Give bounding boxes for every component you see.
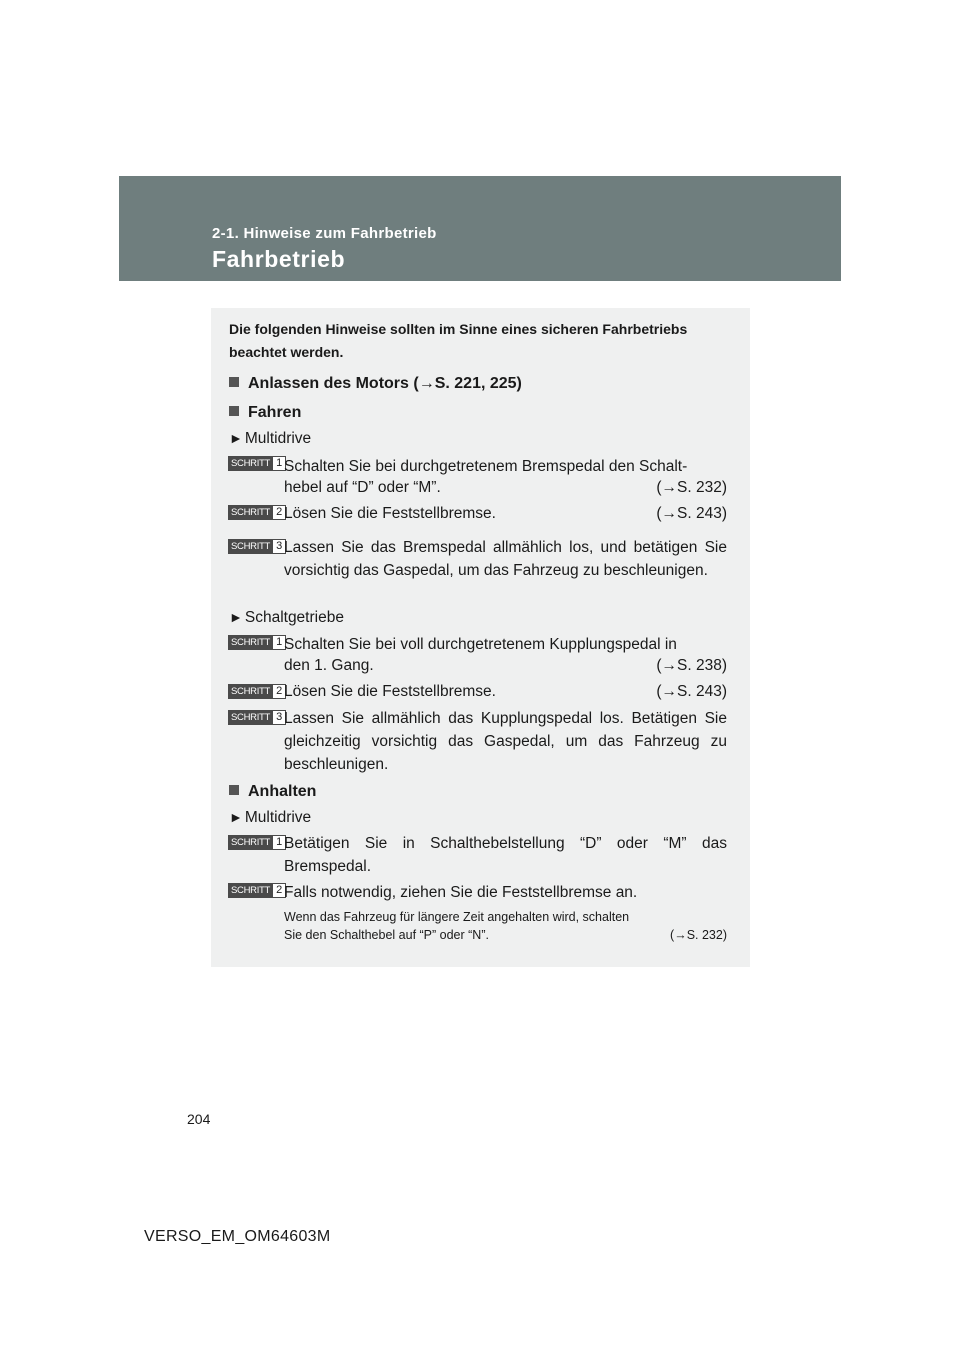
page-number: 204 xyxy=(187,1111,211,1127)
square-bullet-icon xyxy=(229,785,239,795)
step-row: Lösen Sie die Feststellbremse. (→S. 243) xyxy=(284,683,727,700)
note-text: Wenn das Fahrzeug für längere Zeit angehalten wird, schalten xyxy=(284,910,630,924)
step-row: den 1. Gang. (→S. 238) xyxy=(284,657,727,674)
page-reference: (→S. 232) xyxy=(656,479,727,496)
step-badge: SCHRITT 1 xyxy=(228,456,286,471)
heading-stopping: Anhalten xyxy=(229,783,316,801)
chapter-header xyxy=(119,176,841,281)
step-row: hebel auf “D” oder “M”. (→S. 232) xyxy=(284,479,727,496)
sub-multidrive: ► Multidrive xyxy=(229,430,312,447)
step-badge: SCHRITT 3 xyxy=(228,539,286,554)
step-badge: SCHRITT 2 xyxy=(228,505,286,520)
step-badge: SCHRITT 1 xyxy=(228,635,286,650)
step-text: Lassen Sie das Bremspedal allmählich los, und betätigen Sie vorsichtig das Gaspedal, um das Fahrzeug zu beschleunigen. xyxy=(284,539,727,579)
square-bullet-icon xyxy=(229,377,239,387)
step-text: Schalten Sie bei durchgetretenem Bremspedal den Schalt- xyxy=(284,458,688,475)
triangle-bullet-icon: ► xyxy=(229,609,243,625)
intro-text: Die folgenden Hinweise sollten im Sinne eines sicheren Fahrbetriebs beachtet werden. xyxy=(229,321,688,360)
sub-manual: ► Schaltgetriebe xyxy=(229,609,344,626)
heading-start-engine: Anlassen des Motors (→S. 221, 225) xyxy=(229,375,522,393)
step-text: Falls notwendig, ziehen Sie die Feststellbremse an. xyxy=(284,884,638,901)
heading-driving: Fahren xyxy=(229,404,301,422)
page-reference: (→S. 238) xyxy=(656,657,727,674)
page-reference: (→S. 243) xyxy=(656,505,727,522)
step-text: Betätigen Sie in Schalthebelstellung “D” oder “M” das Bremspedal. xyxy=(284,835,727,875)
page-reference: (→S. 232) xyxy=(670,928,727,942)
triangle-bullet-icon: ► xyxy=(229,809,243,825)
content-box xyxy=(211,308,750,967)
page-title: Fahrbetrieb xyxy=(212,246,346,272)
step-text: Schalten Sie bei voll durchgetretenem Kupplungspedal in xyxy=(284,636,677,653)
step-badge: SCHRITT 2 xyxy=(228,883,286,898)
sub-multidrive: ► Multidrive xyxy=(229,809,312,826)
section-label: 2-1. Hinweise zum Fahrbetrieb xyxy=(212,225,437,242)
page-reference: (→S. 243) xyxy=(656,683,727,700)
triangle-bullet-icon: ► xyxy=(229,430,243,446)
square-bullet-icon xyxy=(229,406,239,416)
step-badge: SCHRITT 1 xyxy=(228,835,286,850)
step-text: Lassen Sie allmählich das Kupplungspedal los. Betätigen Sie gleichzeitig vorsichtig das Gaspedal, um das Fahrzeug zu beschleunigen. xyxy=(284,710,727,773)
document-code: VERSO_EM_OM64603M xyxy=(144,1228,331,1245)
step-badge: SCHRITT 3 xyxy=(228,710,286,725)
note-row: Sie den Schalthebel auf “P” oder “N”. (→S. 232) xyxy=(284,928,727,942)
step-row: Lösen Sie die Feststellbremse. (→S. 243) xyxy=(284,505,727,522)
step-badge: SCHRITT 2 xyxy=(228,684,286,699)
